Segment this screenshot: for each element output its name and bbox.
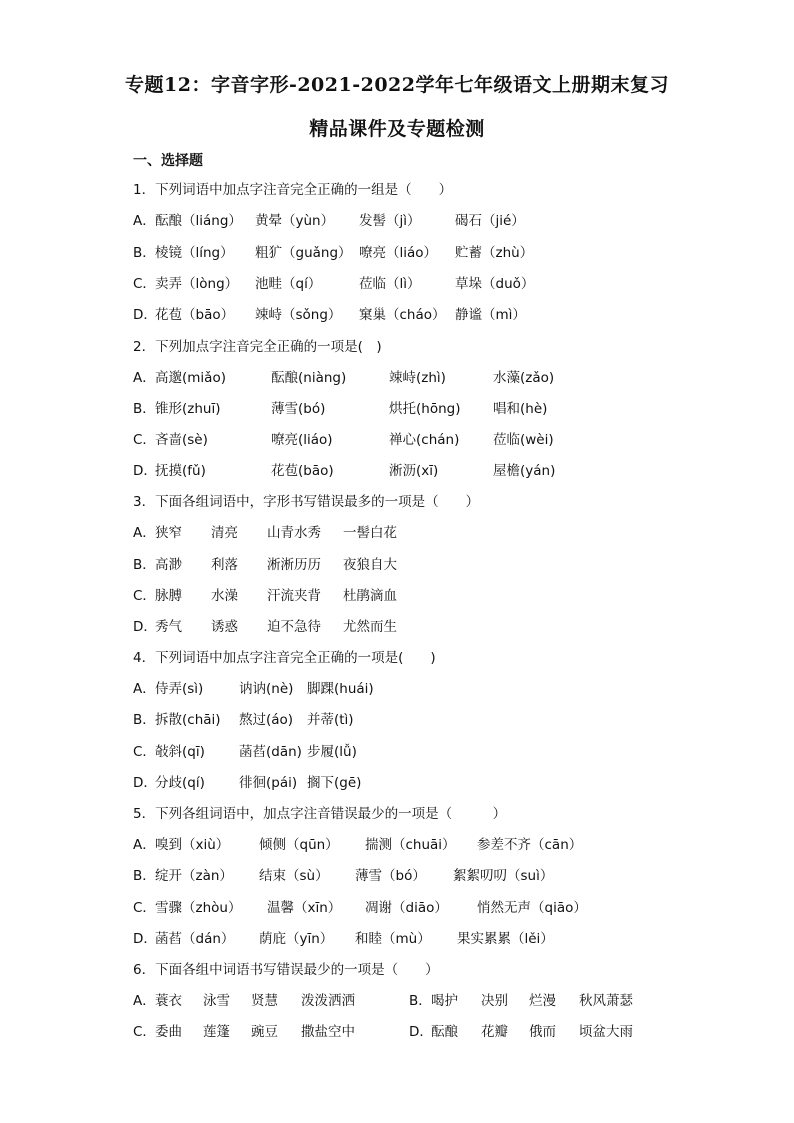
question-1-option-c xyxy=(133,274,534,294)
question-3-option-b xyxy=(133,555,397,575)
option-item: 竦峙（sǒng） xyxy=(255,307,342,323)
option-item: 揣测（chuāi） xyxy=(365,837,456,853)
option-item: 倾侧（qūn） xyxy=(259,837,339,853)
option-item: 诱惑 xyxy=(211,619,238,635)
option-item: 敧斜(qī) xyxy=(155,744,205,760)
option-item: 侍弄(sì) xyxy=(155,681,204,697)
option-item: 花瓣 xyxy=(481,1024,508,1040)
option-letter: C． xyxy=(133,900,156,916)
option-item: 花苞(bāo) xyxy=(271,463,334,479)
option-letter: A． xyxy=(133,370,156,386)
option-item: 窠巢（cháo） xyxy=(359,307,446,323)
option-item: 酝酿 xyxy=(431,1024,458,1040)
option-item: 泼泼洒洒 xyxy=(301,993,355,1009)
option-item: 尤然而生 xyxy=(343,619,397,635)
option-letter: D． xyxy=(133,463,157,479)
option-item: 莲篷 xyxy=(203,1024,230,1040)
document-title-line1: 专题12：字音字形-2021-2022学年七年级语文上册期末复习 xyxy=(125,74,669,96)
option-item: 碣石（jié） xyxy=(455,213,525,229)
option-item: 山青水秀 xyxy=(267,525,321,541)
question-6-stem: 6．下面各组中词语书写错误最少的一项是（ ） xyxy=(133,962,439,978)
option-letter: D． xyxy=(409,1024,433,1040)
option-item: 夜狼自大 xyxy=(343,557,397,573)
option-item: 迫不急待 xyxy=(267,619,321,635)
option-letter: B． xyxy=(133,245,156,261)
question-4-option-b xyxy=(133,710,354,730)
option-item: 顷盆大雨 xyxy=(579,1024,633,1040)
option-item: 棱镜（líng） xyxy=(155,245,234,261)
option-letter: D． xyxy=(133,931,157,947)
question-1-option-d xyxy=(133,305,526,325)
question-1-option-b xyxy=(133,243,533,263)
option-item: 薄雪（bó） xyxy=(355,868,426,884)
option-item: 利落 xyxy=(211,557,238,573)
question-1-option-a xyxy=(133,211,525,231)
option-item: 步履(lǚ) xyxy=(307,744,357,760)
option-item: 淅沥(xī) xyxy=(389,463,439,479)
option-item: 薄雪(bó) xyxy=(271,401,326,417)
option-item: 决别 xyxy=(481,993,508,1009)
option-item: 拆散(chāi) xyxy=(155,712,221,728)
option-item: 屋檐(yán) xyxy=(493,463,556,479)
option-item: 烘托(hōng) xyxy=(389,401,461,417)
question-3-stem: 3．下面各组词语中，字形书写错误最多的一项是（ ） xyxy=(133,494,480,510)
option-item: 烂漫 xyxy=(529,993,556,1009)
option-item: 贤慧 xyxy=(251,993,278,1009)
option-item: 唱和(hè) xyxy=(493,401,548,417)
option-item: 豌豆 xyxy=(251,1024,278,1040)
option-item: 贮蓄（zhù） xyxy=(455,245,534,261)
option-letter: C． xyxy=(133,1024,156,1040)
option-item: 菡萏(dān) xyxy=(239,744,302,760)
question-3-option-a xyxy=(133,523,397,543)
option-item: 水澡 xyxy=(211,588,238,604)
option-letter: C． xyxy=(133,276,156,292)
option-letter: B． xyxy=(133,868,156,884)
question-6-row-1 xyxy=(133,991,633,1011)
option-item: 并蒂(tì) xyxy=(307,712,354,728)
question-2-option-a xyxy=(133,368,554,388)
option-item: 莅临（lì） xyxy=(359,276,421,292)
option-item: 一髻白花 xyxy=(343,525,397,541)
option-item: 秋风萧瑟 xyxy=(579,993,633,1009)
option-item: 发髻（jì） xyxy=(359,213,421,229)
option-item: 淅淅历历 xyxy=(267,557,321,573)
option-item: 絮絮叨叨（suì） xyxy=(453,868,554,884)
option-item: 搁下(gē) xyxy=(307,775,362,791)
question-1-stem: 1．下列词语中加点字注音完全正确的一组是（ ） xyxy=(133,182,453,198)
document-title-line2: 精品课件及专题检测 xyxy=(309,118,485,140)
option-item: 脚踝(huái) xyxy=(307,681,374,697)
option-item: 酝酿(niàng) xyxy=(271,370,347,386)
option-item: 卖弄（lòng） xyxy=(155,276,239,292)
option-item: 杜鹃滴血 xyxy=(343,588,397,604)
option-item: 池畦（qí） xyxy=(255,276,322,292)
option-item: 脉膊 xyxy=(155,588,182,604)
option-letter: C． xyxy=(133,432,156,448)
option-item: 凋谢（diāo） xyxy=(365,900,448,916)
option-item: 禅心(chán) xyxy=(389,432,460,448)
section-heading: 一、选择题 xyxy=(133,153,203,169)
option-item: 嘹亮(liáo) xyxy=(271,432,333,448)
option-item: 结束（sù） xyxy=(259,868,329,884)
option-item: 粗犷（guǎng） xyxy=(255,245,352,261)
question-5-stem: 5．下列各组词语中，加点字注音错误最少的一项是（ ） xyxy=(133,806,507,822)
option-letter: A． xyxy=(133,837,156,853)
question-6-row-2 xyxy=(133,1022,633,1042)
option-item: 撒盐空中 xyxy=(301,1024,355,1040)
option-item: 徘徊(pái) xyxy=(239,775,298,791)
option-item: 泳雪 xyxy=(203,993,230,1009)
option-letter: B． xyxy=(133,557,156,573)
question-4-option-a xyxy=(133,679,374,699)
option-letter: B． xyxy=(409,993,432,1009)
option-item: 和睦（mù） xyxy=(355,931,431,947)
option-item: 俄而 xyxy=(529,1024,556,1040)
option-item: 绽开（zàn） xyxy=(155,868,233,884)
option-item: 果实累累（lěi） xyxy=(457,931,554,947)
question-5-option-b xyxy=(133,866,553,886)
question-5-option-d xyxy=(133,929,554,949)
option-item: 静谧（mì） xyxy=(455,307,526,323)
option-item: 高渺 xyxy=(155,557,182,573)
option-item: 抚摸(fǔ) xyxy=(155,463,206,479)
option-item: 分歧(qí) xyxy=(155,775,205,791)
option-letter: D． xyxy=(133,619,157,635)
option-item: 竦峙(zhì) xyxy=(389,370,446,386)
option-item: 委曲 xyxy=(155,1024,182,1040)
option-letter: B． xyxy=(133,712,156,728)
option-letter: B． xyxy=(133,401,156,417)
option-item: 草垛（duǒ） xyxy=(455,276,535,292)
question-5-option-a xyxy=(133,835,582,855)
option-item: 黄晕（yùn） xyxy=(255,213,335,229)
option-item: 狭窄 xyxy=(155,525,182,541)
option-item: 锥形(zhuī) xyxy=(155,401,221,417)
option-item: 悄然无声（qiāo） xyxy=(477,900,587,916)
option-item: 雪骤（zhòu） xyxy=(155,900,242,916)
option-item: 熬过(áo) xyxy=(239,712,294,728)
option-item: 讷讷(nè) xyxy=(239,681,294,697)
option-item: 清亮 xyxy=(211,525,238,541)
option-letter: A． xyxy=(133,681,156,697)
question-3-option-d xyxy=(133,617,397,637)
option-letter: A． xyxy=(133,213,156,229)
option-item: 喝护 xyxy=(431,993,458,1009)
question-4-option-d xyxy=(133,773,361,793)
option-item: 水藻(zǎo) xyxy=(493,370,555,386)
question-2-option-b xyxy=(133,399,547,419)
option-letter: D． xyxy=(133,775,157,791)
option-letter: C． xyxy=(133,588,156,604)
option-item: 荫庇（yīn） xyxy=(259,931,334,947)
option-item: 参差不齐（cān） xyxy=(477,837,583,853)
option-item: 蓑衣 xyxy=(155,993,182,1009)
question-4-stem: 4．下列词语中加点字注音完全正确的一项是( ) xyxy=(133,650,436,666)
option-item: 酝酿（liáng） xyxy=(155,213,242,229)
option-letter: A． xyxy=(133,525,156,541)
option-item: 吝啬(sè) xyxy=(155,432,208,448)
option-letter: A． xyxy=(133,993,156,1009)
option-item: 高邈(miǎo) xyxy=(155,370,226,386)
question-4-option-c xyxy=(133,742,357,762)
question-2-option-d xyxy=(133,461,555,481)
option-item: 汗流夹背 xyxy=(267,588,321,604)
option-item: 花苞（bāo） xyxy=(155,307,235,323)
question-5-option-c xyxy=(133,898,587,918)
option-item: 温馨（xīn） xyxy=(267,900,342,916)
option-letter: C． xyxy=(133,744,156,760)
option-item: 嗅到（xiù） xyxy=(155,837,230,853)
option-item: 莅临(wèi) xyxy=(493,432,554,448)
option-item: 菡萏（dán） xyxy=(155,931,235,947)
question-3-option-c xyxy=(133,586,397,606)
question-2-stem: 2．下列加点字注音完全正确的一项是( ) xyxy=(133,339,382,355)
option-letter: D． xyxy=(133,307,157,323)
option-item: 嘹亮（liáo） xyxy=(359,245,438,261)
option-item: 秀气 xyxy=(155,619,182,635)
question-2-option-c xyxy=(133,430,554,450)
